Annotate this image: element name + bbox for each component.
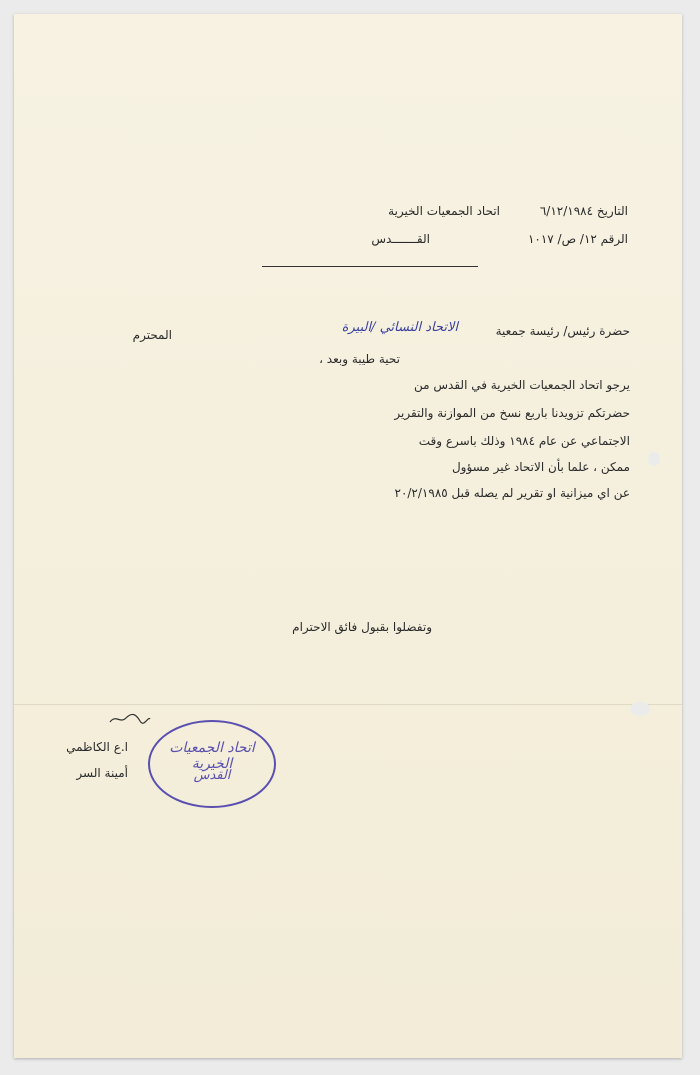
- body-line-5: عن اي ميزانية او تقرير لم يصله قبل ٢٠/٢/١٩٨٥: [394, 486, 630, 500]
- date-line: التاريخ ٦/١٢/١٩٨٤: [539, 204, 628, 218]
- reference-line: الرقم ١٢/ ص/ ١٠١٧: [527, 232, 628, 246]
- honorific: المحترم: [132, 328, 172, 342]
- handwritten-signature: [108, 712, 152, 726]
- body-line-1: يرجو اتحاد الجمعيات الخيرية في القدس من: [414, 378, 630, 392]
- recipient-handwritten-name: الاتحاد النسائي /البيرة: [341, 320, 458, 335]
- org-name: اتحاد الجمعيات الخيرية: [388, 204, 500, 218]
- salutation-prefix: حضرة رئيس/ رئيسة جمعية: [495, 324, 630, 338]
- body-line-4: ممكن ، علما بأن الاتحاد غير مسؤول: [451, 460, 630, 474]
- stamp-org-name: اتحاد الجمعيات الخيرية: [169, 740, 255, 772]
- signatory-name: ا.ع الكاظمي: [66, 740, 128, 754]
- letter-paper: [14, 14, 682, 1058]
- paper-fold-line: [14, 704, 682, 705]
- city-name: القـــــــدس: [371, 232, 430, 246]
- stamp-city: القدس: [193, 768, 231, 783]
- signatory-title: أمينة السر: [76, 766, 128, 780]
- punch-hole-bottom: [630, 702, 650, 716]
- association-stamp: [148, 720, 276, 808]
- body-line-3: الاجتماعي عن عام ١٩٨٤ وذلك باسرع وقت: [418, 434, 630, 448]
- body-line-2: حضرتكم تزويدنا باربع نسخ من الموازنة والتقرير: [394, 406, 630, 420]
- closing-phrase: وتفضلوا بقبول فائق الاحترام: [292, 620, 432, 634]
- header-divider: [262, 266, 478, 267]
- greeting: تحية طيبة وبعد ،: [319, 352, 400, 366]
- punch-hole-top: [648, 452, 660, 466]
